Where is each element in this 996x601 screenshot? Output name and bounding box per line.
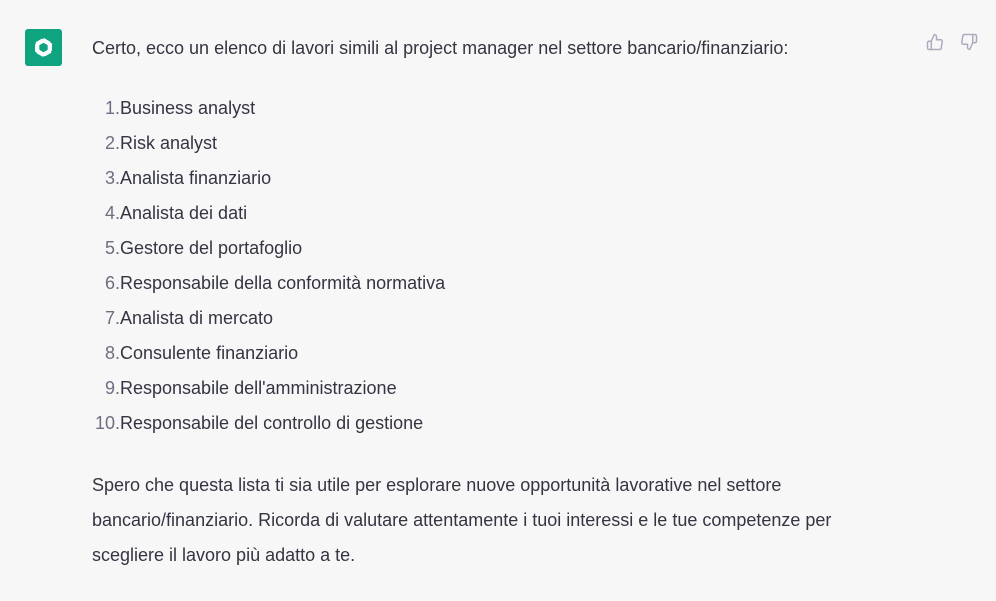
list-item-number: 8. — [104, 343, 120, 363]
list-item — [92, 236, 892, 271]
list-item-text: Business analyst — [120, 98, 256, 118]
list-item-number: 5. — [104, 238, 120, 258]
message-intro: Certo, ecco un elenco di lavori simili al project manager nel settore bancario/finanziario: — [92, 38, 789, 58]
list-item — [92, 271, 892, 306]
list-item-number: 4. — [104, 203, 120, 223]
list-item-text: Analista dei dati — [120, 203, 248, 223]
assistant-avatar — [25, 29, 62, 66]
list-item — [92, 341, 892, 376]
list-item-number: 7. — [104, 308, 120, 328]
list-item — [92, 376, 892, 411]
thumbs-up-icon — [926, 33, 944, 51]
list-item — [92, 131, 892, 166]
list-item — [92, 166, 892, 201]
list-item-number: 2. — [104, 133, 120, 153]
thumbs-up-button[interactable] — [926, 33, 944, 51]
list-item-text: Responsabile dell'amministrazione — [120, 378, 397, 398]
list-item-number: 1. — [104, 98, 120, 118]
list-item-number: 3. — [104, 168, 120, 188]
list-item-number: 10. — [94, 413, 120, 433]
list-item-text: Responsabile del controllo di gestione — [120, 413, 424, 433]
list-item-number: 9. — [104, 378, 120, 398]
list-item-number: 6. — [104, 273, 120, 293]
list-item — [92, 201, 892, 236]
list-item-text: Risk analyst — [120, 133, 218, 153]
thumbs-down-button[interactable] — [960, 33, 978, 51]
feedback-controls — [926, 33, 978, 51]
list-item — [92, 96, 892, 131]
list-item-text: Responsabile della conformità normativa — [120, 273, 446, 293]
list-item — [92, 306, 892, 341]
openai-logo-icon — [31, 35, 56, 60]
list-item-text: Gestore del portafoglio — [120, 238, 303, 258]
thumbs-down-icon — [960, 33, 978, 51]
list-item-text: Analista di mercato — [120, 308, 274, 328]
jobs-list — [92, 96, 892, 446]
message-outro: Spero che questa lista ti sia utile per esplorare nuove opportunità lavorative nel settore bancario/finanziario. Ricorda di valutare attentamente i tuoi interessi e le tue competenze per scegliere il lavoro più adatto a te. — [92, 475, 832, 565]
list-item-text: Analista finanziario — [120, 168, 272, 188]
list-item — [92, 411, 892, 446]
list-item-text: Consulente finanziario — [120, 343, 299, 363]
